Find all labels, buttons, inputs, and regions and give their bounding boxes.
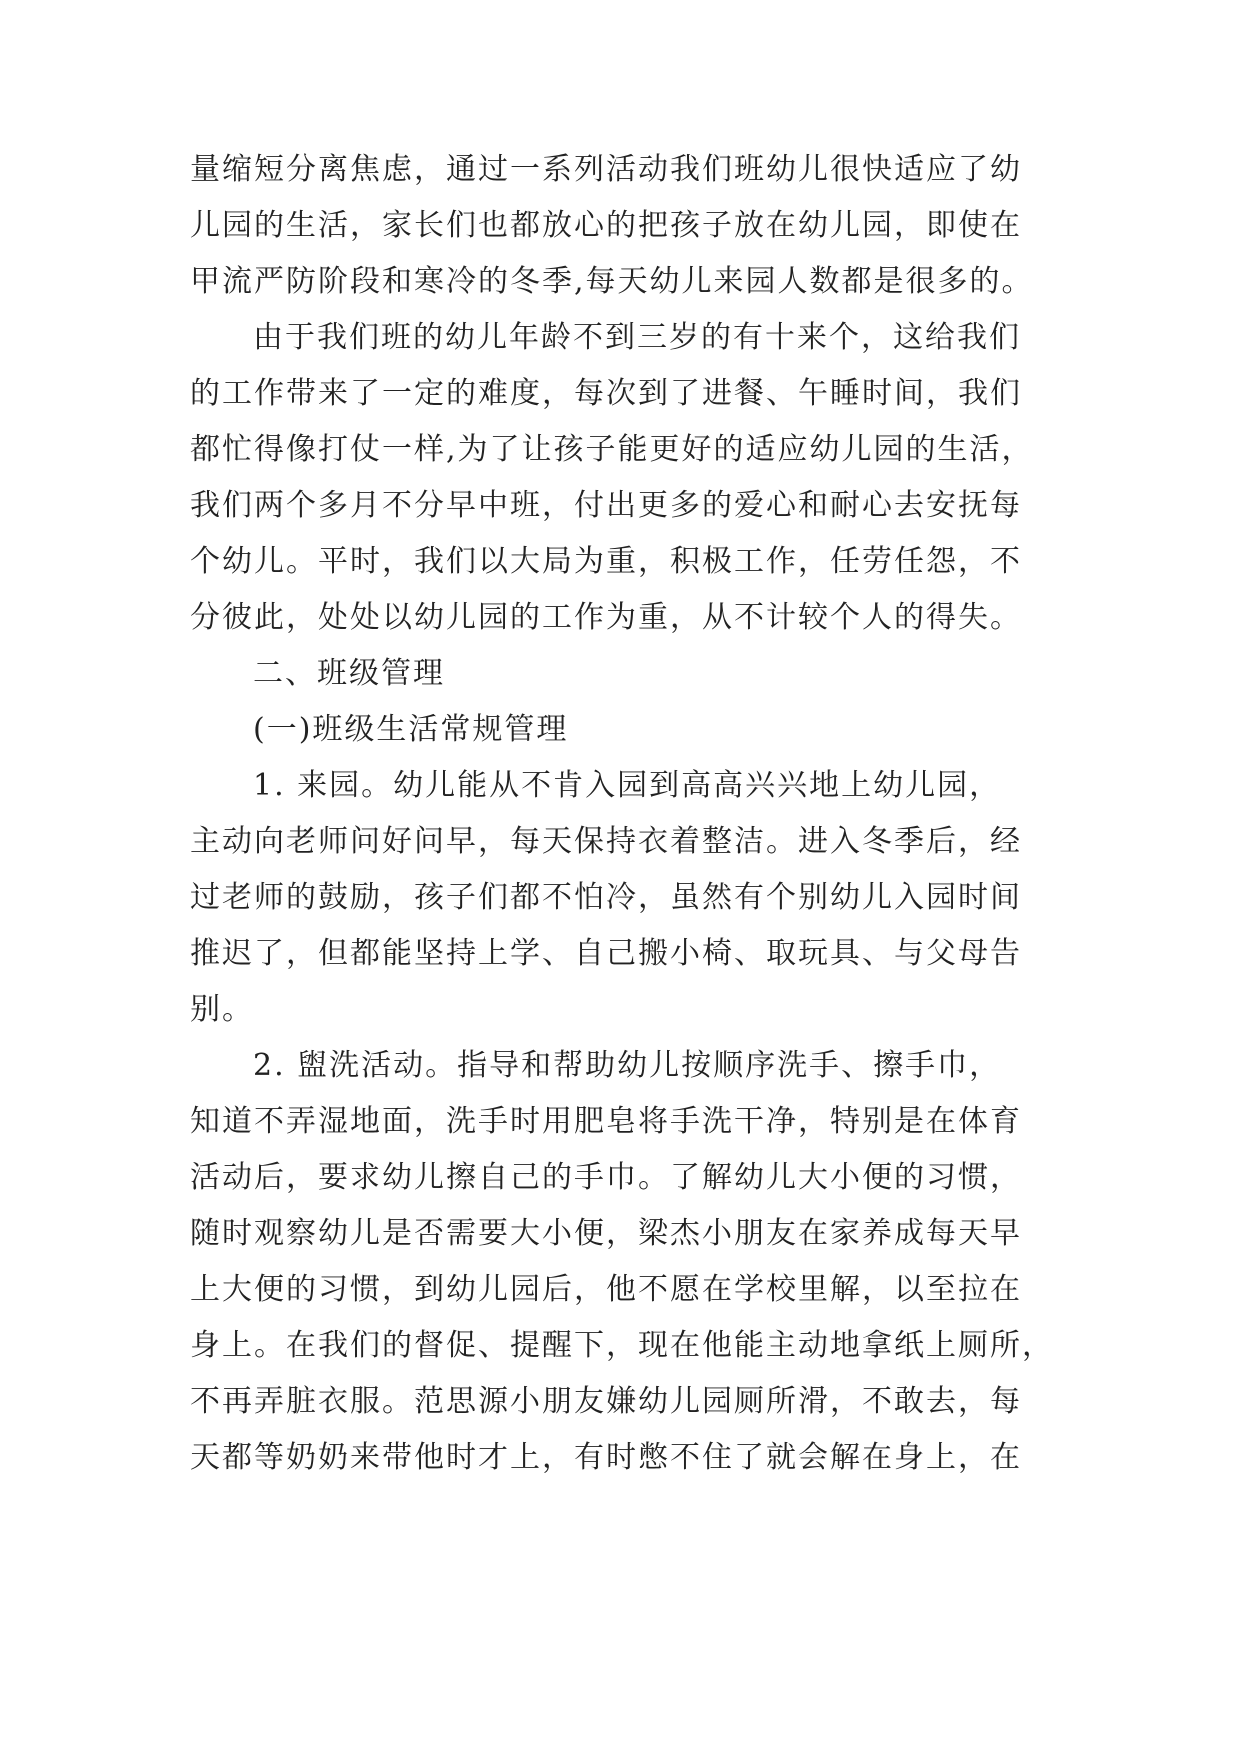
text-line: 分彼此，处处以幼儿园的工作为重，从不计较个人的得失。: [190, 600, 1022, 635]
subsection-heading: (一)班级生活常规管理: [253, 712, 569, 747]
paragraph-first-line: 由于我们班的幼儿年龄不到三岁的有十来个，这给我们: [253, 320, 1021, 355]
text-line: 甲流严防阶段和寒冷的冬季,每天幼儿来园人数都是很多的。: [190, 264, 1034, 299]
text-line: 上大便的习惯，到幼儿园后，他不愿在学校里解，以至拉在: [190, 1272, 1022, 1307]
text-line: 天都等奶奶来带他时才上，有时憋不住了就会解在身上，在: [190, 1440, 1022, 1475]
text-line: 个幼儿。平时，我们以大局为重，积极工作，任劳任怨，不: [190, 544, 1022, 579]
text-line: 知道不弄湿地面，洗手时用肥皂将手洗干净，特别是在体育: [190, 1104, 1022, 1139]
section-heading: 二、班级管理: [253, 656, 445, 691]
text-line: 别。: [190, 992, 254, 1027]
text-line: 活动后，要求幼儿擦自己的手巾。了解幼儿大小便的习惯，: [190, 1160, 1022, 1195]
paragraph-first-line: 2. 盥洗活动。指导和帮助幼儿按顺序洗手、擦手巾，: [253, 1048, 1002, 1083]
paragraph-first-line: 1. 来园。幼儿能从不肯入园到高高兴兴地上幼儿园，: [253, 768, 1002, 803]
text-line: 不再弄脏衣服。范思源小朋友嫌幼儿园厕所滑，不敢去，每: [190, 1384, 1022, 1419]
text-line: 随时观察幼儿是否需要大小便，梁杰小朋友在家养成每天早: [190, 1216, 1022, 1251]
text-line: 推迟了，但都能坚持上学、自己搬小椅、取玩具、与父母告: [190, 936, 1022, 971]
text-line: 量缩短分离焦虑，通过一系列活动我们班幼儿很快适应了幼: [190, 152, 1022, 187]
text-line: 我们两个多月不分早中班，付出更多的爱心和耐心去安抚每: [190, 488, 1022, 523]
text-line: 主动向老师问好问早，每天保持衣着整洁。进入冬季后，经: [190, 824, 1022, 859]
text-line: 的工作带来了一定的难度，每次到了进餐、午睡时间，我们: [190, 376, 1022, 411]
text-line: 儿园的生活，家长们也都放心的把孩子放在幼儿园，即使在: [190, 208, 1022, 243]
text-line: 过老师的鼓励，孩子们都不怕冷，虽然有个别幼儿入园时间: [190, 880, 1022, 915]
text-line: 都忙得像打仗一样,为了让孩子能更好的适应幼儿园的生活，: [190, 432, 1034, 467]
text-line: 身上。在我们的督促、提醒下，现在他能主动地拿纸上厕所，: [190, 1328, 1054, 1363]
